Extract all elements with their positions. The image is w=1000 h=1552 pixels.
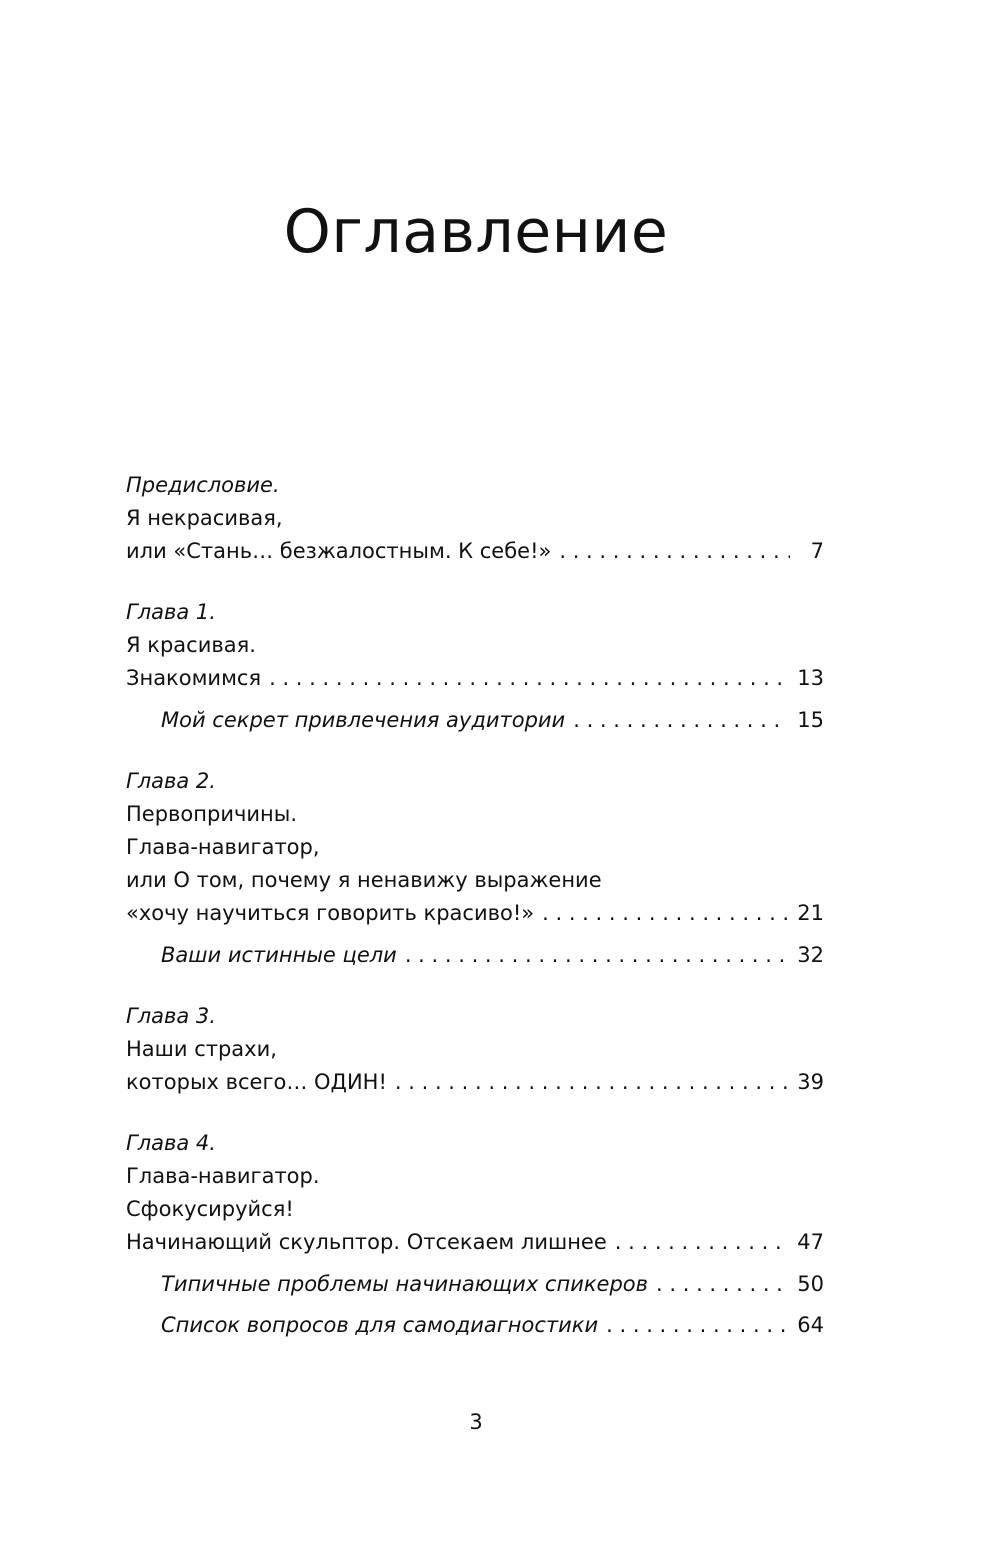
toc-entry[interactable] bbox=[126, 662, 824, 695]
toc-section-chapter-1 bbox=[126, 596, 824, 737]
toc-section-preface bbox=[126, 469, 824, 568]
toc-entry-title: Начинающий скульптор. Отсекаем лишнее bbox=[126, 1230, 607, 1254]
section-title-line: Глава-навигатор. bbox=[126, 1164, 320, 1188]
toc-entry-page: 13 bbox=[797, 666, 824, 690]
toc-entry-title: или «Стань… безжалостным. К себе!» bbox=[126, 539, 552, 563]
toc-entry-title: «хочу научиться говорить красиво!» bbox=[126, 901, 535, 925]
section-label: Глава 3. bbox=[126, 1004, 216, 1028]
dot-leader bbox=[269, 662, 789, 695]
toc-entry-page: 39 bbox=[797, 1070, 824, 1094]
dot-leader bbox=[615, 1226, 790, 1259]
section-title-line: Я некрасивая, bbox=[126, 506, 283, 530]
dot-leader bbox=[573, 704, 789, 737]
dot-leader bbox=[405, 939, 789, 972]
dot-leader bbox=[542, 897, 789, 930]
dot-leader bbox=[559, 535, 790, 568]
toc-entry[interactable] bbox=[126, 1066, 824, 1099]
toc-entry-title: которых всего… ОДИН! bbox=[126, 1070, 387, 1094]
toc-section-chapter-3 bbox=[126, 1000, 824, 1099]
dot-leader bbox=[656, 1268, 789, 1301]
toc-subentry-title: Типичные проблемы начинающих спикеров bbox=[161, 1272, 649, 1296]
section-title-line: или О том, почему я ненавижу выражение bbox=[126, 868, 602, 892]
table-of-contents bbox=[126, 469, 824, 1370]
section-title-line: Сфокусируйся! bbox=[126, 1197, 294, 1221]
toc-entry-page: 47 bbox=[797, 1230, 824, 1254]
toc-entry-page: 21 bbox=[797, 901, 824, 925]
page-number: 3 bbox=[469, 1410, 483, 1434]
section-label: Глава 2. bbox=[126, 769, 216, 793]
toc-entry[interactable] bbox=[126, 535, 824, 568]
toc-section-chapter-2 bbox=[126, 765, 824, 972]
toc-subentry[interactable] bbox=[126, 704, 824, 737]
section-label: Глава 1. bbox=[126, 600, 216, 624]
dot-leader bbox=[606, 1309, 789, 1342]
toc-entry[interactable] bbox=[126, 1226, 824, 1259]
toc-section-chapter-4 bbox=[126, 1127, 824, 1342]
toc-subentry-page: 32 bbox=[797, 943, 824, 967]
toc-subentry-page: 15 bbox=[797, 708, 824, 732]
toc-subentry[interactable] bbox=[126, 939, 824, 972]
toc-entry[interactable] bbox=[126, 897, 824, 930]
toc-subentry-title: Ваши истинные цели bbox=[161, 943, 397, 967]
toc-subentry-title: Мой секрет привлечения аудитории bbox=[161, 708, 566, 732]
section-label: Глава 4. bbox=[126, 1131, 216, 1155]
toc-subentry-title: Список вопросов для самодиагностики bbox=[161, 1313, 599, 1337]
section-title-line: Глава-навигатор, bbox=[126, 835, 320, 859]
section-title-line: Я красивая. bbox=[126, 633, 256, 657]
toc-subentry-page: 50 bbox=[797, 1272, 824, 1296]
toc-subentry[interactable] bbox=[126, 1268, 824, 1301]
toc-subentry[interactable] bbox=[126, 1309, 824, 1342]
toc-entry-title: Знакомимся bbox=[126, 666, 262, 690]
toc-subentry-page: 64 bbox=[797, 1313, 824, 1337]
section-label: Предисловие. bbox=[126, 473, 280, 497]
section-title-line: Наши страхи, bbox=[126, 1037, 277, 1061]
toc-entry-page: 7 bbox=[810, 539, 824, 563]
page-title: Оглавление bbox=[283, 197, 669, 267]
dot-leader bbox=[395, 1066, 789, 1099]
section-title-line: Первопричины. bbox=[126, 802, 298, 826]
